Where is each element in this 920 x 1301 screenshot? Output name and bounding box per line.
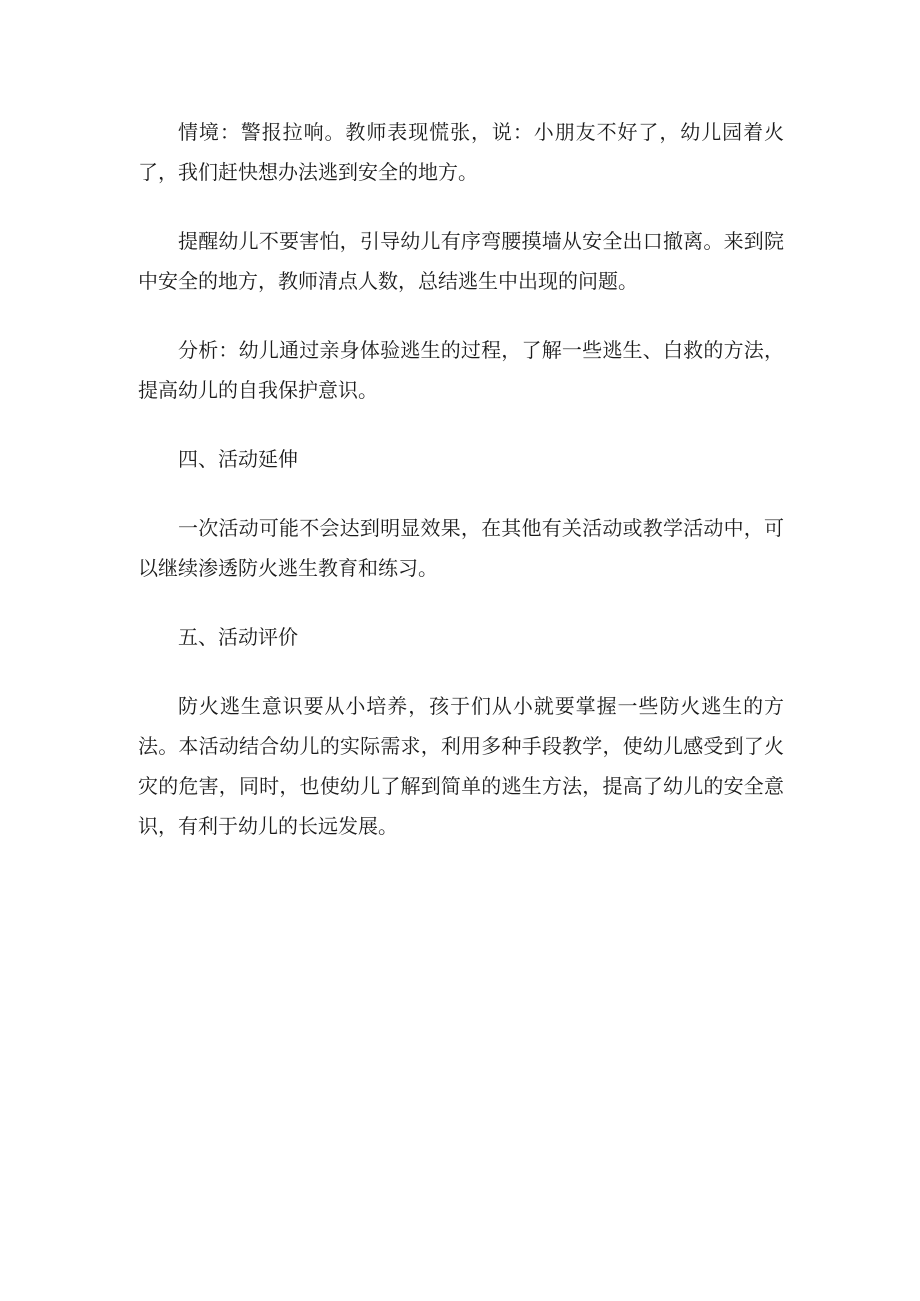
section-heading-evaluation: 五、活动评价 <box>178 625 298 649</box>
paragraph-extension: 一次活动可能不会达到明显效果，在其他有关活动或教学活动中，可以继续渗透防火逃生教育和练习。 <box>138 516 784 580</box>
paragraph-evaluation: 防火逃生意识要从小培养，孩于们从小就要掌握一些防火逃生的方法。本活动结合幼儿的实际需求，利用多种手段教学，使幼儿感受到了火灾的危害，同时，也使幼儿了解到简单的逃生方法，提高了幼儿的安全意识，有利于幼儿的长远发展。 <box>138 694 784 838</box>
paragraph-analysis: 分析：幼儿通过亲身体验逃生的过程，了解一些逃生、白救的方法，提高幼儿的自我保护意识。 <box>138 338 784 402</box>
section-heading-extension: 四、活动延伸 <box>178 447 298 471</box>
document-body <box>138 112 784 875</box>
paragraph-scenario: 情境：警报拉响。教师表现慌张，说：小朋友不好了，幼儿园着火了，我们赶快想办法逃到安全的地方。 <box>138 120 784 184</box>
paragraph-evacuation: 提醒幼儿不要害怕，引导幼儿有序弯腰摸墙从安全出口撤离。来到院中安全的地方，教师清点人数，总结逃生中出现的问题。 <box>138 229 784 293</box>
